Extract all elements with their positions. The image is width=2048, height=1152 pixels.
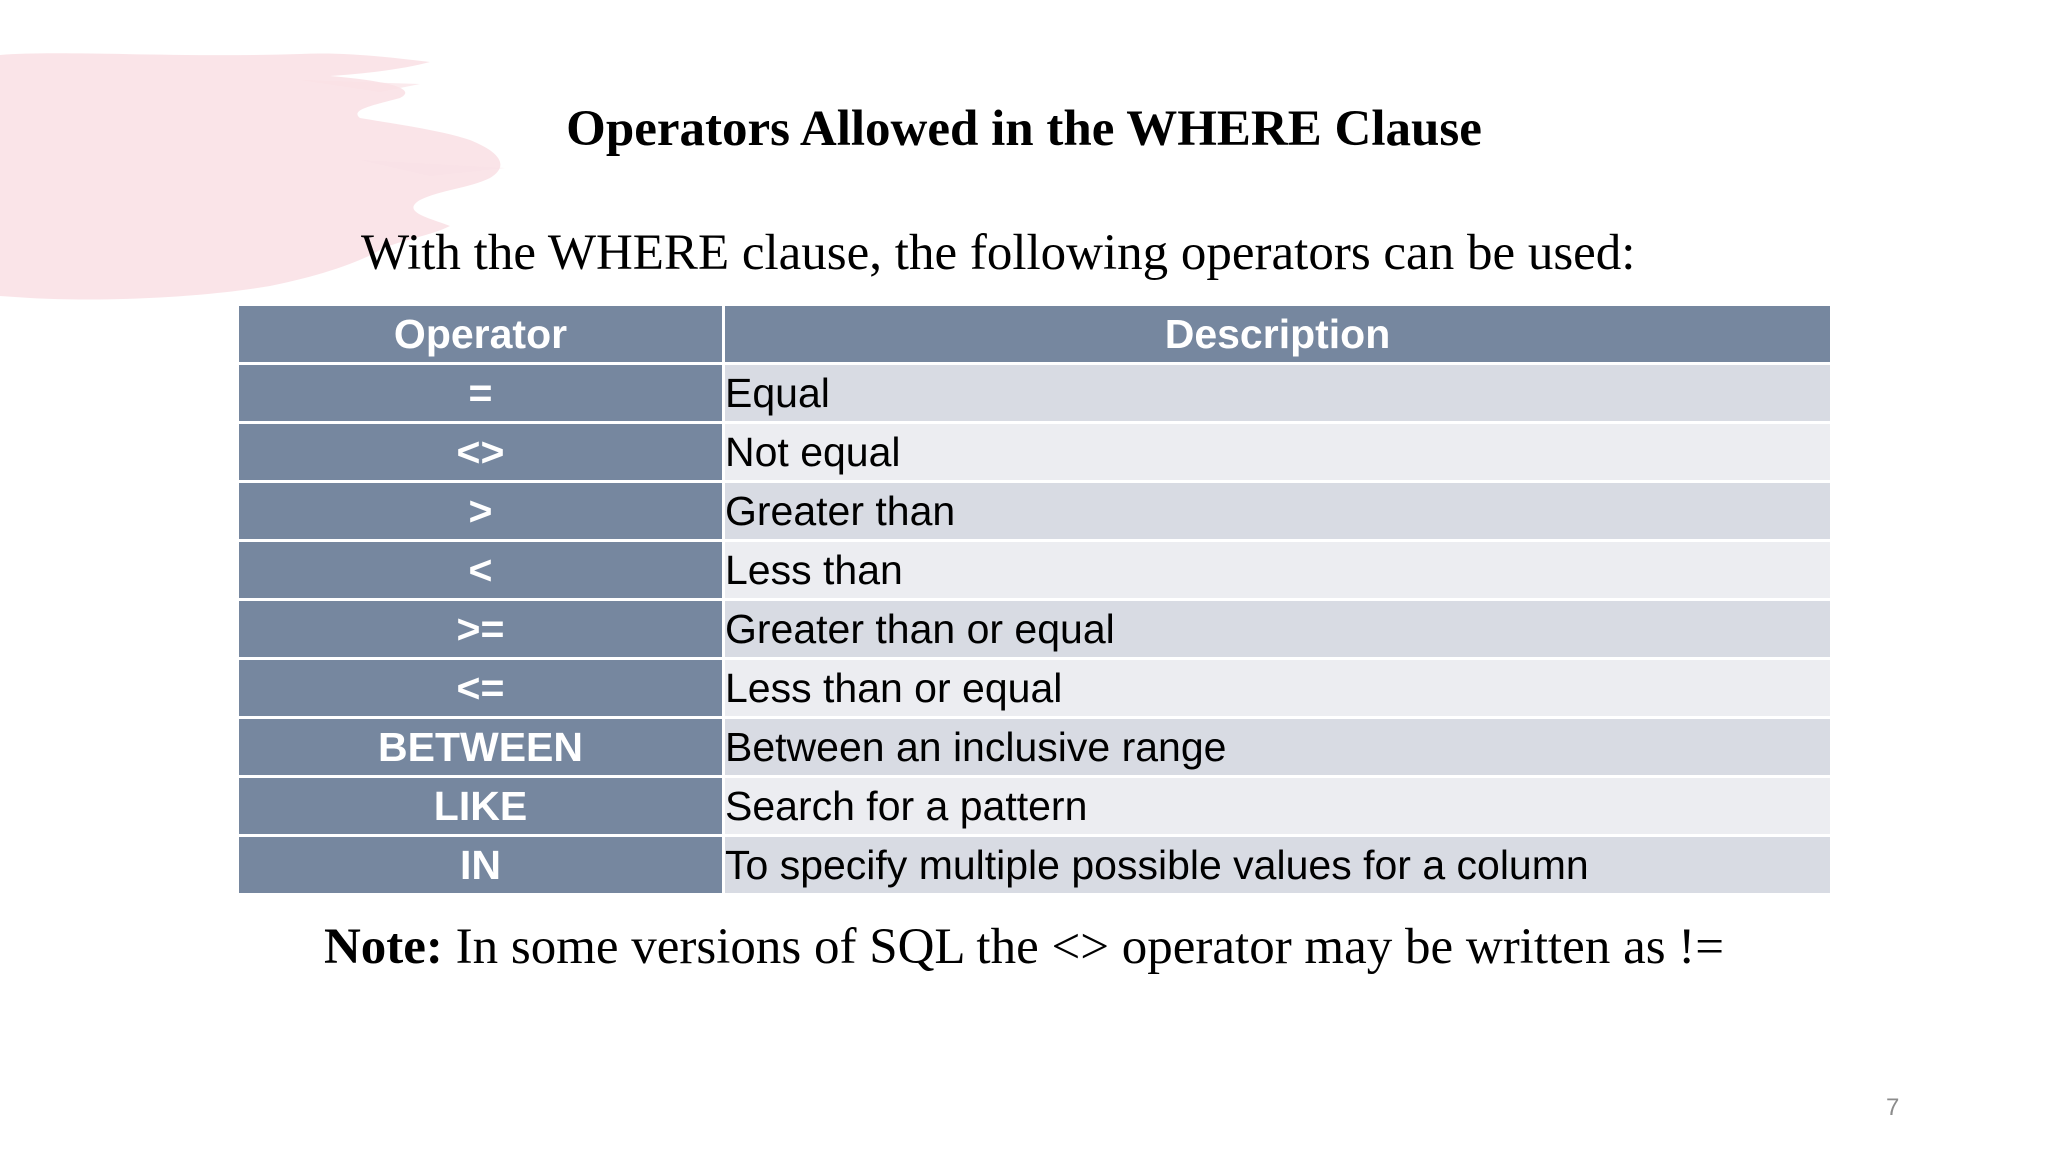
page-number: 7 [1886, 1094, 1900, 1121]
table-row [238, 659, 1832, 718]
slide-title: Operators Allowed in the WHERE Clause [566, 101, 1482, 157]
description-cell: Equal [724, 364, 1832, 423]
description-cell: To specify multiple possible values for a column [724, 836, 1832, 895]
table-row [238, 600, 1832, 659]
description-cell: Less than [724, 541, 1832, 600]
description-cell: Search for a pattern [724, 777, 1832, 836]
operator-cell: BETWEEN [238, 718, 724, 777]
table-header-row [238, 305, 1832, 364]
operator-cell: LIKE [238, 777, 724, 836]
table-row [238, 777, 1832, 836]
operator-cell: <= [238, 659, 724, 718]
table-row [238, 364, 1832, 423]
header-description: Description [724, 305, 1832, 364]
table-row [238, 482, 1832, 541]
description-cell: Between an inclusive range [724, 718, 1832, 777]
operator-cell: = [238, 364, 724, 423]
operator-cell: > [238, 482, 724, 541]
note-body: In some versions of SQL the <> operator may be written as != [442, 919, 1725, 975]
operator-cell: >= [238, 600, 724, 659]
operator-cell: < [238, 541, 724, 600]
operator-cell: IN [238, 836, 724, 895]
description-cell: Greater than [724, 482, 1832, 541]
table-row [238, 836, 1832, 895]
table-row [238, 423, 1832, 482]
description-cell: Less than or equal [724, 659, 1832, 718]
note-text [0, 918, 2048, 976]
table-row [238, 541, 1832, 600]
description-cell: Not equal [724, 423, 1832, 482]
operator-cell: <> [238, 423, 724, 482]
operators-table [236, 303, 1833, 896]
header-operator: Operator [238, 305, 724, 364]
description-cell: Greater than or equal [724, 600, 1832, 659]
note-label: Note: [323, 919, 443, 975]
slide-subtitle: With the WHERE clause, the following operators can be used: [361, 225, 1636, 281]
table-row [238, 718, 1832, 777]
